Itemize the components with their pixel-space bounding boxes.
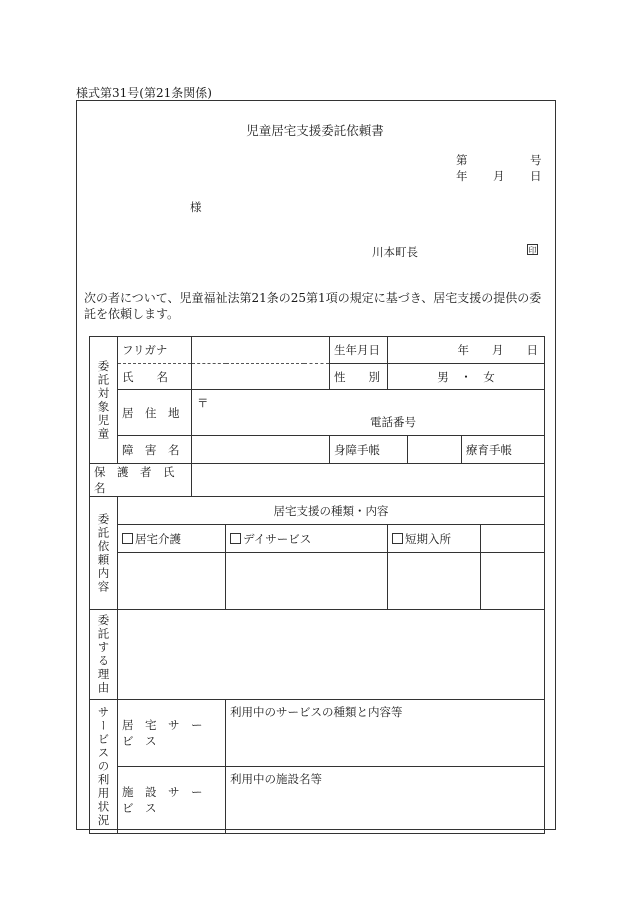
request-heading: 居宅支援の種類・内容 — [118, 497, 545, 525]
date-day-label: 日 — [530, 169, 542, 183]
address-label: 居 住 地 — [118, 390, 192, 436]
phone-label: 電話番号 — [370, 414, 416, 429]
guardian-field[interactable] — [192, 464, 545, 497]
form-number: 様式第31号(第21条関係) — [76, 86, 212, 100]
doc-number-suffix: 号 — [530, 153, 542, 167]
home-service-field[interactable]: 利用中のサービスの種類と内容等 — [226, 700, 545, 767]
reason-label: 委託する理由 — [90, 610, 118, 700]
name-field[interactable] — [192, 364, 330, 390]
document-title: 児童居宅支援委託依頼書 — [246, 123, 384, 138]
option-day-service[interactable]: デイサービス — [226, 525, 388, 553]
request-section-label: 委託依頼内容 — [90, 497, 118, 610]
sex-label: 性 別 — [330, 364, 388, 390]
physical-cert-field[interactable] — [408, 436, 462, 464]
home-care-detail[interactable] — [118, 553, 226, 610]
doc-number-label: 第 — [456, 153, 468, 167]
short-stay-detail[interactable] — [388, 553, 481, 610]
sex-field[interactable]: 男 ・ 女 — [388, 364, 545, 390]
service-usage-section-label: サービスの利用状況 — [90, 700, 118, 834]
guardian-label: 保 護 者 氏 名 — [90, 464, 192, 497]
issuer-name: 川本町長 — [372, 245, 418, 259]
postal-mark: 〒 — [197, 395, 209, 410]
home-service-label: 居 宅 サ ー ビ ス — [118, 700, 226, 767]
date-year-label: 年 — [456, 169, 468, 183]
facility-service-field[interactable]: 利用中の施設名等 — [226, 767, 545, 834]
birthdate-label: 生年月日 — [330, 337, 388, 364]
request-form-table — [89, 336, 545, 834]
child-section-label: 委託対象児童 — [90, 337, 118, 464]
seal-icon: 印 — [528, 246, 537, 255]
address-field[interactable] — [192, 390, 545, 436]
extra-detail[interactable] — [481, 553, 545, 610]
recipient-honorific: 様 — [190, 200, 202, 214]
option-short-stay[interactable]: 短期入所 — [388, 525, 481, 553]
furigana-label: フリガナ — [118, 337, 192, 364]
facility-service-label: 施 設 サ ー ビ ス — [118, 767, 226, 834]
option-home-care[interactable]: 居宅介護 — [118, 525, 226, 553]
disability-field[interactable] — [192, 436, 330, 464]
reason-field[interactable] — [118, 610, 545, 700]
rehab-cert-label: 療育手帳 — [462, 436, 545, 464]
option-blank[interactable] — [481, 525, 545, 553]
checkbox-icon[interactable] — [392, 533, 403, 544]
checkbox-icon[interactable] — [122, 533, 133, 544]
name-label: 氏 名 — [118, 364, 192, 390]
furigana-field[interactable] — [192, 337, 330, 364]
checkbox-icon[interactable] — [230, 533, 241, 544]
disability-label: 障 害 名 — [118, 436, 192, 464]
day-service-detail[interactable] — [226, 553, 388, 610]
birthdate-field[interactable]: 年 月 日 — [388, 337, 545, 364]
physical-cert-label: 身障手帳 — [330, 436, 408, 464]
request-statement: 次の者について、児童福祉法第21条の25第1項の規定に基づき、居宅支援の提供の委託を依頼します。 — [84, 291, 542, 321]
date-month-label: 月 — [493, 169, 505, 183]
